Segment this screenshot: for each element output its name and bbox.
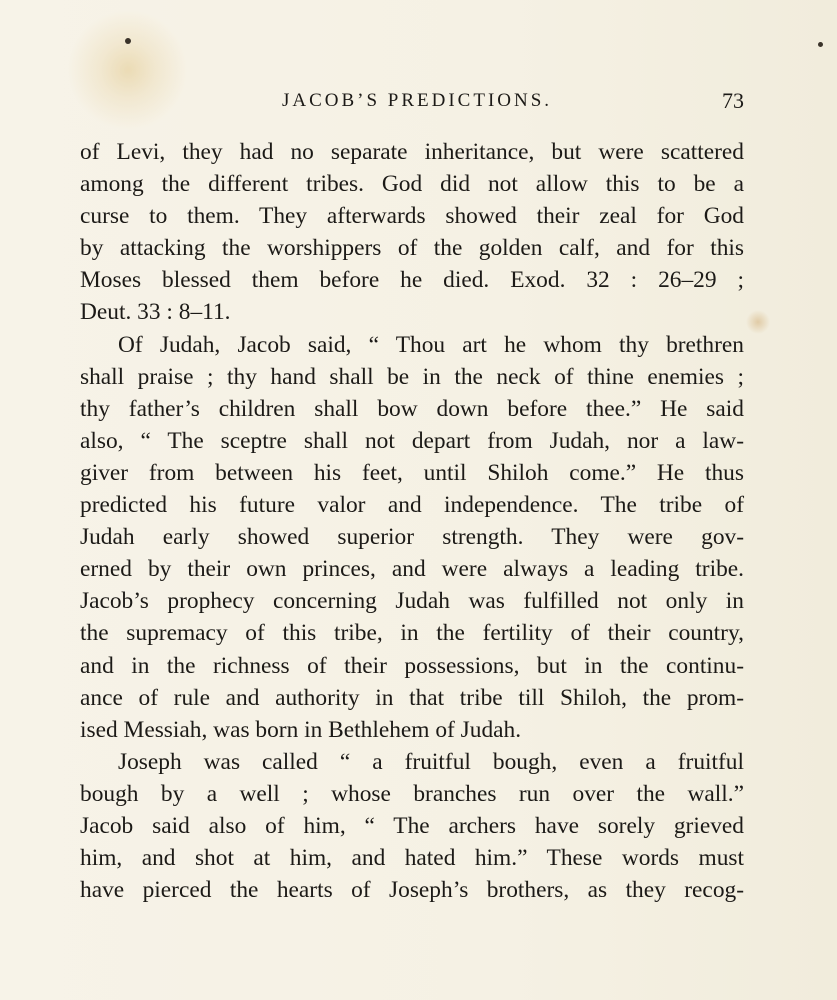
text-line: have pierced the hearts of Joseph’s brothers, as they recog- xyxy=(80,877,744,904)
text-line: giver from between his feet, until Shiloh come.” He thus xyxy=(80,459,744,486)
text-line: also, “ The sceptre shall not depart from Judah, nor a law- xyxy=(80,427,744,454)
text-line: of Levi, they had no separate inheritance, but were scattered xyxy=(80,139,744,165)
text-line: predicted his future valor and independence. The tribe of xyxy=(80,492,744,519)
text-line: shall praise ; thy hand shall be in the neck of thine enemies ; xyxy=(80,363,744,390)
text-line: by attacking the worshippers of the golden calf, and for this xyxy=(80,235,744,262)
text-line: ised Messiah, was born in Bethlehem of Judah. xyxy=(80,716,522,743)
text-line: the supremacy of this tribe, in the fertility of their country, xyxy=(80,620,744,647)
ink-speck xyxy=(818,42,823,47)
text-line: Jacob said also of him, “ The archers have sorely grieved xyxy=(80,812,744,839)
text-line: Deut. 33 : 8–11. xyxy=(80,299,231,326)
text-line: thy father’s children shall bow down before thee.” He said xyxy=(80,395,744,422)
body-text xyxy=(80,136,744,906)
text-line: Jacob’s prophecy concerning Judah was fulfilled not only in xyxy=(80,588,744,615)
text-line: and in the richness of their possessions, but in the continu- xyxy=(80,652,744,679)
text-line: Moses blessed them before he died. Exod. 32 : 26–29 ; xyxy=(80,267,744,294)
text-line: Joseph was called “ a fruitful bough, even a fruitful xyxy=(118,748,744,775)
text-line: curse to them. They afterwards showed their zeal for God xyxy=(80,203,744,230)
text-line: among the different tribes. God did not allow this to be a xyxy=(80,171,744,198)
ink-speck xyxy=(125,38,131,44)
text-line: Of Judah, Jacob said, “ Thou art he whom thy brethren xyxy=(118,331,744,358)
text-line: ance of rule and authority in that tribe till Shiloh, the prom- xyxy=(80,684,744,711)
text-line: Judah early showed superior strength. They were gov- xyxy=(80,524,744,551)
text-line: bough by a well ; whose branches run over the wall.” xyxy=(80,780,744,807)
text-line: him, and shot at him, and hated him.” These words must xyxy=(80,845,744,872)
running-title: JACOB’S PREDICTIONS. xyxy=(281,90,553,111)
running-head xyxy=(80,86,744,116)
text-line: erned by their own princes, and were always a leading tribe. xyxy=(80,556,744,583)
page-number: 73 xyxy=(722,88,744,113)
